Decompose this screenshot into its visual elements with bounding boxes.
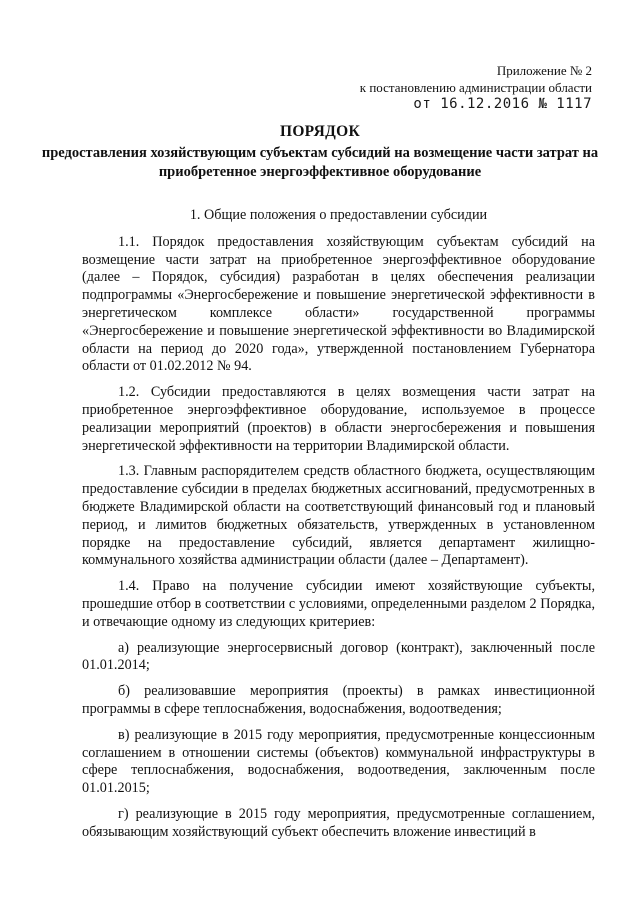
paragraph-1-4: 1.4. Право на получение субсидии имеют хозяйствующие субъекты, прошедшие отбор в соответствии с условиями, определенными разделом 2 Порядка, и отвечающие одному из следующих критериев: (82, 578, 595, 630)
appendix-resolution: к постановлению администрации области (359, 80, 592, 95)
criterion-v: в) реализующие в 2015 году мероприятия, предусмотренные концессионным соглашением в отношении системы (объектов) коммунальной инфраструктуры в сфере теплоснабжения, водоснабжения, водоотведения, заключенным после 01.01.2015; (82, 726, 595, 797)
paragraph-1-1: 1.1. Порядок предоставления хозяйствующим субъектам субсидий на возмещение части затрат на приобретенное энергоэффективное оборудование (далее – Порядок, субсидия) разработан в целях обеспечения реализации подпрограммы «Энергосбережение и повышение энергетической эффективности в энергетическом комплексе области» государственной программы «Энергосбережение и повышение энергетической эффективности во Владимирской области на период до 2020 года», утвержденной постановлением Губернатора области от 01.02.2012 № 94. (82, 233, 595, 375)
paragraph-1-3: 1.3. Главным распорядителем средств областного бюджета, осуществляющим предоставление субсидии в пределах бюджетных ассигнований, предусмотренных в бюджете Владимирской области на соответствующий финансовый год и плановый период, и лимитов бюджетных обязательств, утвержденных в установленном порядке на предоставление субсидий, является департамент жилищно-коммунального хозяйства администрации области (далее – Департамент). (82, 463, 595, 569)
section-heading: 1. Общие положения о предоставлении субсидии (189, 207, 488, 223)
criterion-b: б) реализовавшие мероприятия (проекты) в рамках инвестиционной программы в сфере теплоснабжения, водоснабжения, водоотведения; (82, 683, 595, 717)
document-body (82, 207, 595, 850)
criterion-a: а) реализующие энергосервисный договор (контракт), заключенный после 01.01.2014; (82, 639, 595, 674)
criterion-g: г) реализующие в 2015 году мероприятия, предусмотренные соглашением, обязывающим хозяйствующий субъект обеспечить вложение инвестиций в (82, 805, 595, 840)
resolution-date-number: от 16.12.2016 № 1117 (413, 96, 592, 112)
document-title: ПОРЯДОК (279, 123, 361, 140)
document-title-block (40, 122, 600, 182)
paragraph-1-2: 1.2. Субсидии предоставляются в целях возмещения части затрат на приобретенное энергоэффективное оборудование, используемое в процессе реализации мероприятий (проектов) в области энергосбережения и повышения энергетической эффективности на территории Владимирской области. (82, 384, 595, 454)
appendix-number: Приложение № 2 (496, 63, 592, 78)
appendix-header (360, 62, 592, 113)
document-subtitle: предоставления хозяйствующим субъектам субсидий на возмещение части затрат на приобретенное энергоэффективное оборудование (41, 145, 599, 180)
